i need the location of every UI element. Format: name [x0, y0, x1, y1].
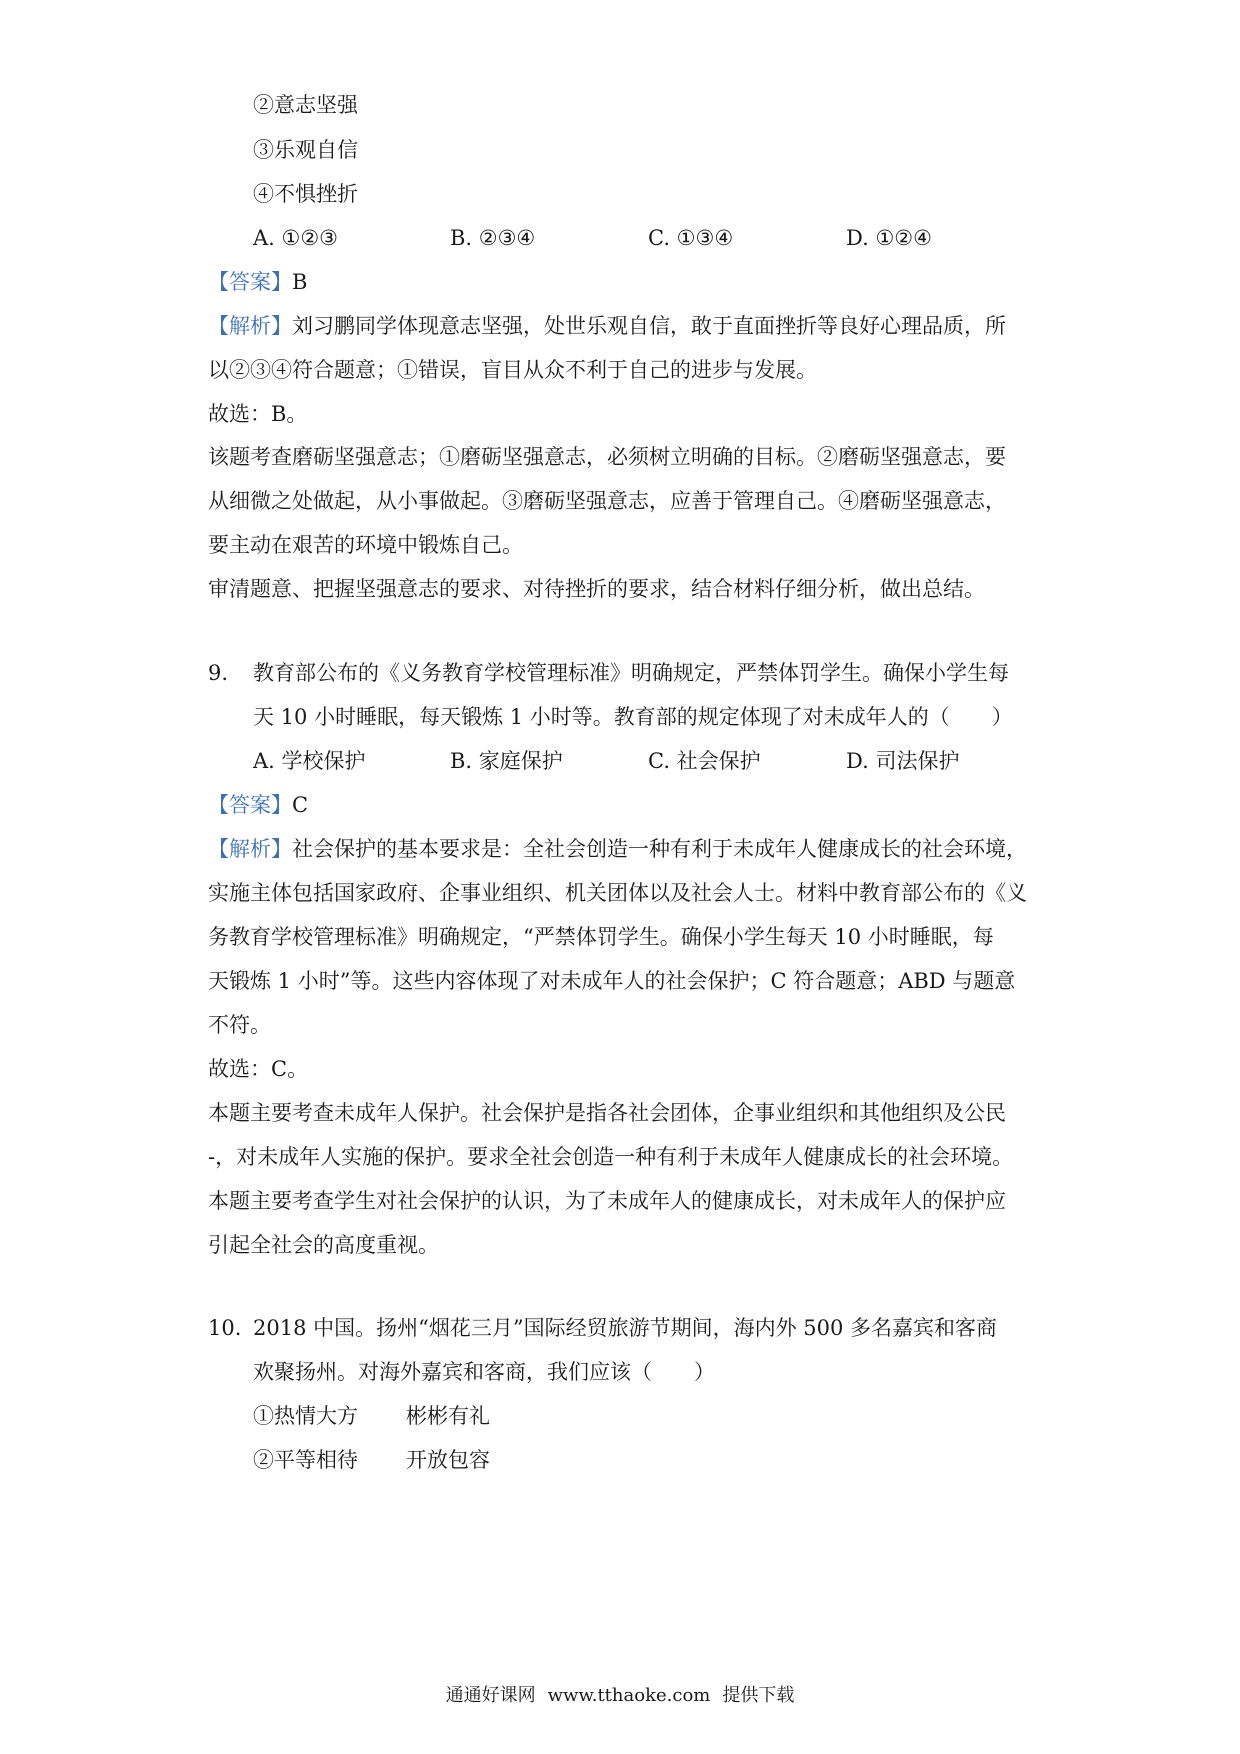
q8-item-4: ④不惧挫折 [253, 182, 358, 206]
q9-analysis-line-3: 务教育学校管理标准》明确规定，“严禁体罚学生。确保小学生每天 10 小时睡眠，每 [208, 925, 994, 949]
q10-item-2 [253, 1445, 358, 1475]
q8-point-line-3: 要主动在艰苦的环境中锻炼自己。 [208, 533, 523, 557]
q8-option-b: B. ②③④ [450, 226, 536, 250]
q9-choice: 故选：C。 [208, 1057, 309, 1081]
item-part-a: ②平等相待 [253, 1448, 358, 1472]
q10-item-1-b: 彬彬有礼 [406, 1404, 490, 1428]
q9-option-d: D. 司法保护 [846, 749, 960, 773]
q9-point-line-4: 引起全社会的高度重视。 [208, 1233, 439, 1257]
q8-option-d: D. ①②④ [846, 226, 932, 250]
q9-point-line-3: 本题主要考查学生对社会保护的认识，为了未成年人的健康成长，对未成年人的保护应 [208, 1189, 1006, 1213]
q9-option-c: C. 社会保护 [648, 749, 761, 773]
q9-analysis-line-2: 实施主体包括国家政府、企事业组织、机关团体以及社会人士。材料中教育部公布的《义 [208, 881, 1027, 905]
q8-point-line-1: 该题考查磨砺坚强意志；①磨砺坚强意志，必须树立明确的目标。②磨砺坚强意志，要 [208, 445, 1006, 469]
q9-stem-line-1: 教育部公布的《义务教育学校管理标准》明确规定，严禁体罚学生。确保小学生每 [253, 661, 1009, 685]
q9-option-b: B. 家庭保护 [450, 749, 563, 773]
q9-analysis-line-4: 天锻炼 1 小时”等。这些内容体现了对未成年人的社会保护；C 符合题意；ABD 与题意 [208, 969, 1016, 993]
q9-stem-line-2: 天 10 小时睡眠，每天锻炼 1 小时等。教育部的规定体现了对未成年人的（ ） [253, 705, 1013, 729]
q9-answer [208, 790, 308, 820]
analysis-text: 刘习鹏同学体现意志坚强，处世乐观自信，敢于直面挫折等良好心理品质，所 [292, 314, 1006, 338]
q9-number: 9. [208, 661, 229, 685]
answer-value: C [292, 793, 309, 817]
page-footer [0, 1683, 1240, 1709]
q10-item-1 [253, 1401, 358, 1431]
q8-choice: 故选：B。 [208, 402, 308, 426]
q9-point-line-1: 本题主要考查未成年人保护。社会保护是指各社会团体，企事业组织和其他组织及公民 [208, 1101, 1006, 1125]
analysis-tag: 【解析】 [208, 837, 292, 861]
answer-tag: 【答案】 [208, 793, 292, 817]
q8-option-a: A. ①②③ [253, 226, 338, 250]
analysis-text: 社会保护的基本要求是：全社会创造一种有利于未成年人健康成长的社会环境， [292, 837, 1027, 861]
footer-tail: 提供下载 [722, 1685, 795, 1706]
q10-item-2-b: 开放包容 [406, 1448, 490, 1472]
q8-analysis-line-2: 以②③④符合题意；①错误，盲目从众不利于自己的进步与发展。 [208, 358, 817, 382]
q10-number: 10. [208, 1316, 242, 1340]
q9-analysis-line-1 [208, 834, 1027, 864]
q8-item-3: ③乐观自信 [253, 138, 358, 162]
item-part-a: ①热情大方 [253, 1404, 358, 1428]
q9-analysis-line-5: 不符。 [208, 1013, 271, 1037]
q9-option-a: A. 学校保护 [253, 749, 366, 773]
q10-stem-line-2: 欢聚扬州。对海外嘉宾和客商，我们应该（ ） [253, 1360, 715, 1384]
answer-tag: 【答案】 [208, 270, 292, 294]
footer-url[interactable]: www.tthaoke.com [547, 1685, 711, 1706]
q8-answer [208, 267, 307, 297]
q8-item-2: ②意志坚强 [253, 93, 358, 117]
q10-stem-line-1: 2018 中国。扬州“烟花三月”国际经贸旅游节期间，海内外 500 多名嘉宾和客商 [253, 1316, 998, 1340]
footer-site: 通通好课网 [445, 1685, 536, 1706]
analysis-tag: 【解析】 [208, 314, 292, 338]
q8-point-line-2: 从细微之处做起，从小事做起。③磨砺坚强意志，应善于管理自己。④磨砺坚强意志， [208, 489, 1006, 513]
q8-option-c: C. ①③④ [648, 226, 734, 250]
q9-point-line-2: -，对未成年人实施的保护。要求全社会创造一种有利于未成年人健康成长的社会环境。 [208, 1145, 1014, 1169]
answer-value: B [292, 270, 308, 294]
q8-analysis-line-1 [208, 311, 1006, 341]
q8-tip: 审清题意、把握坚强意志的要求、对待挫折的要求，结合材料仔细分析，做出总结。 [208, 577, 985, 601]
